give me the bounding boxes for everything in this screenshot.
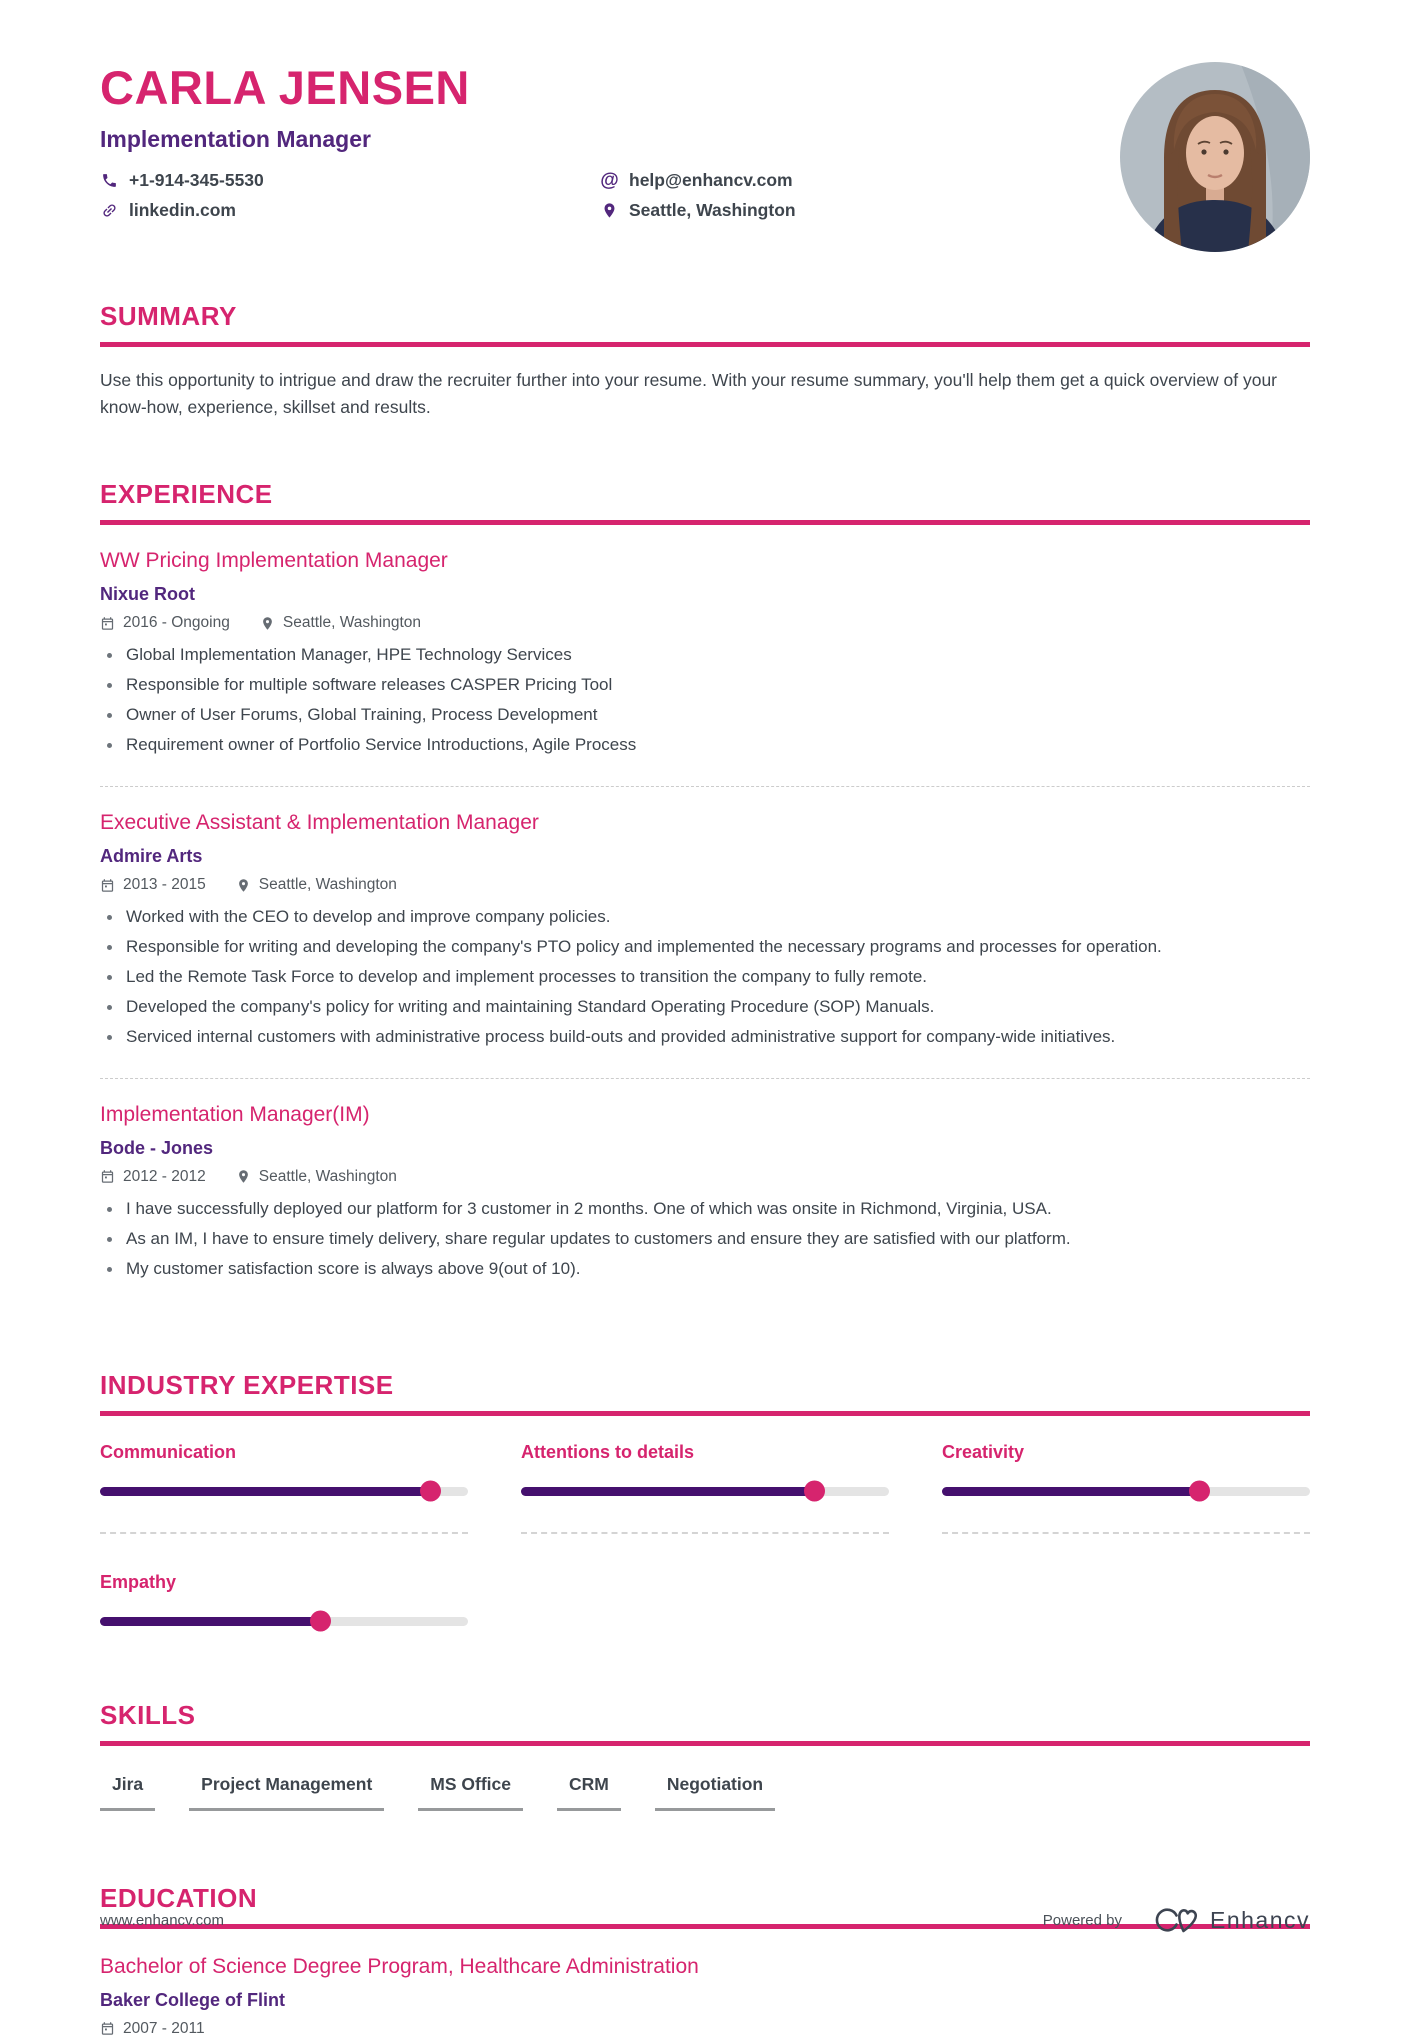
experience-heading: EXPERIENCE — [100, 479, 1310, 525]
calendar-icon — [100, 878, 115, 893]
footer-site-link[interactable]: www.enhancv.com — [100, 1911, 224, 1929]
skills-heading: SKILLS — [100, 1700, 1310, 1746]
experience-entry — [100, 787, 1310, 1079]
job-dates: 2013 - 2015 — [100, 876, 206, 894]
skills-section — [100, 1700, 1310, 1811]
expertise-item — [100, 1572, 468, 1626]
expertise-slider — [100, 1487, 468, 1496]
calendar-icon — [100, 616, 115, 631]
expertise-grid — [100, 1442, 1310, 1626]
job-bullet: Responsible for multiple software releases CASPER Pricing Tool — [100, 674, 1310, 697]
profile-photo — [1120, 62, 1310, 252]
job-bullets — [100, 906, 1310, 1049]
location-pin-icon — [260, 616, 275, 631]
job-company: Admire Arts — [100, 846, 203, 866]
job-bullet: Global Implementation Manager, HPE Technology Services — [100, 644, 1310, 667]
location-text: Seattle, Washington — [629, 200, 796, 220]
enhancv-logo-icon[interactable] — [1152, 1903, 1200, 1937]
education-degree: Bachelor of Science Degree Program, Healthcare Administration — [100, 1954, 699, 1978]
linkedin-link[interactable]: linkedin.com — [129, 200, 236, 220]
expertise-slider — [100, 1617, 468, 1626]
enhancv-wordmark[interactable]: Enhancv — [1209, 1906, 1310, 1933]
job-title: Executive Assistant & Implementation Manager — [100, 811, 539, 834]
experience-section — [100, 479, 1310, 1309]
job-location: Seattle, Washington — [236, 1168, 397, 1186]
skill-tag: MS Office — [418, 1774, 523, 1811]
powered-by-label: Powered by — [1042, 1911, 1122, 1929]
person-name: CARLA JENSEN — [100, 61, 470, 114]
powered-by — [1043, 1903, 1310, 1937]
expertise-heading: INDUSTRY EXPERTISE — [100, 1370, 1310, 1416]
location-row — [600, 200, 1000, 221]
expertise-label: Empathy — [100, 1571, 177, 1592]
slider-knob — [310, 1611, 331, 1632]
job-bullet: Serviced internal customers with administrative process build-outs and provided administrative support for company-wide initiatives. — [100, 1026, 1310, 1049]
expertise-item — [521, 1442, 889, 1534]
job-title: WW Pricing Implementation Manager — [100, 549, 448, 573]
job-bullet: My customer satisfaction score is always above 9(out of 10). — [100, 1258, 1310, 1281]
job-meta — [100, 614, 1310, 632]
phone-row — [100, 170, 600, 191]
header — [100, 61, 1310, 221]
link-icon — [100, 201, 119, 220]
education-heading: EDUCATION — [100, 1883, 1310, 1929]
job-bullet: Worked with the CEO to develop and improve company policies. — [100, 906, 1310, 929]
person-job-title: Implementation Manager — [100, 126, 371, 152]
job-bullet: As an IM, I have to ensure timely delivery, share regular updates to customers and ensure they are satisfied with our platform. — [100, 1228, 1310, 1251]
slider-knob — [420, 1481, 441, 1502]
at-icon: @ — [600, 170, 619, 191]
job-bullet: Owner of User Forums, Global Training, Process Development — [100, 704, 1310, 727]
job-bullet: Led the Remote Task Force to develop and implement processes to transition the company to fully remote. — [100, 966, 1310, 989]
expertise-slider — [942, 1487, 1310, 1496]
skill-tags — [100, 1774, 1310, 1811]
job-dates: 2016 - Ongoing — [100, 614, 230, 632]
job-bullet: Developed the company's policy for writing and maintaining Standard Operating Procedure (SOP) Manuals. — [100, 996, 1310, 1019]
contact-info — [100, 170, 1000, 221]
summary-section — [100, 301, 1310, 421]
job-bullets — [100, 1198, 1310, 1281]
slider-knob — [804, 1481, 825, 1502]
job-bullet: Requirement owner of Portfolio Service Introductions, Agile Process — [100, 734, 1310, 757]
job-company: Nixue Root — [100, 584, 196, 605]
skill-tag: Project Management — [189, 1774, 384, 1811]
phone-icon — [100, 171, 119, 190]
job-company: Bode - Jones — [100, 1137, 214, 1158]
education-school: Baker College of Flint — [100, 1989, 286, 2010]
job-location: Seattle, Washington — [260, 614, 421, 632]
job-dates: 2012 - 2012 — [100, 1168, 206, 1186]
job-title: Implementation Manager(IM) — [100, 1102, 370, 1126]
experience-entry — [100, 525, 1310, 787]
education-dates: 2007 - 2011 — [100, 2020, 205, 2038]
job-meta — [100, 876, 1310, 894]
location-pin-icon — [600, 201, 619, 220]
job-bullet: I have successfully deployed our platform for 3 customer in 2 months. One of which was onsite in Richmond, Virginia, USA. — [100, 1198, 1310, 1221]
summary-heading: SUMMARY — [100, 301, 1310, 347]
skill-tag: Jira — [100, 1774, 155, 1811]
footer — [100, 1903, 1310, 1937]
phone-number: +1-914-345-5530 — [129, 170, 264, 190]
calendar-icon — [100, 2021, 115, 2036]
email-row — [600, 170, 1000, 191]
calendar-icon — [100, 1169, 115, 1184]
industry-expertise-section — [100, 1370, 1310, 1626]
experience-entry — [100, 1079, 1310, 1310]
summary-text: Use this opportunity to intrigue and draw the recruiter further into your resume. With your resume summary, you'll help them get a quick overview of your know-how, experience, skillset and results. — [100, 370, 1278, 418]
job-bullet: Responsible for writing and developing the company's PTO policy and implemented the necessary programs and processes for operation. — [100, 936, 1310, 959]
education-meta — [100, 2020, 1310, 2038]
expertise-label: Communication — [100, 1441, 237, 1462]
job-meta — [100, 1168, 1310, 1186]
slider-knob — [1189, 1481, 1210, 1502]
job-bullets — [100, 644, 1310, 757]
location-pin-icon — [236, 1169, 251, 1184]
expertise-label: Creativity — [942, 1441, 1025, 1462]
expertise-item — [942, 1442, 1310, 1534]
expertise-slider — [521, 1487, 889, 1496]
job-location: Seattle, Washington — [236, 876, 397, 894]
location-pin-icon — [236, 878, 251, 893]
email-link[interactable]: help@enhancv.com — [629, 170, 793, 190]
linkedin-row — [100, 200, 600, 221]
expertise-label: Attentions to details — [521, 1441, 695, 1462]
skill-tag: Negotiation — [655, 1774, 775, 1811]
skill-tag: CRM — [557, 1774, 621, 1811]
expertise-item — [100, 1442, 468, 1534]
